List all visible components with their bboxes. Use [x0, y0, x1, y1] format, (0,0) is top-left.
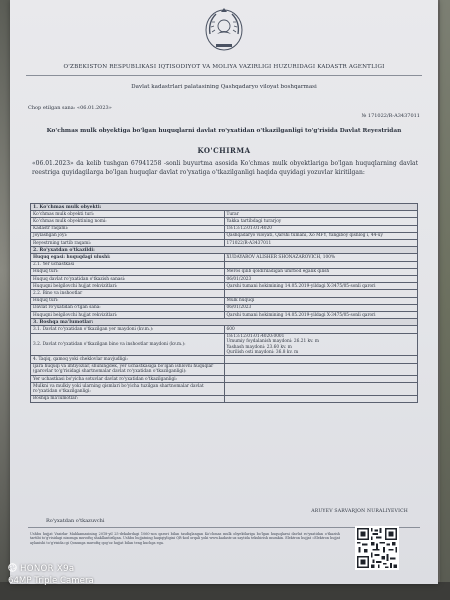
legal-footnote: Ushbu hujjat Vazirlar Mahkamasining 2018-yil 25-dekabrdagi 1060-son qarori bilan tasdiqlangan Ko'chmas mulk obyektlariga bo'lgan huquqlarni davlat ro'yxatidan o'tkazish tartibi to'g'risidagi nizomga muvofiq shakllantirilgan. Ushbu hujjatning haqiqiyligini QR-kod orqali yoki www.kadastr.uz saytida tekshirish mumkin. Elektron hujjat «Elektron hujjat aylanishi to'g'risida»gi Qonunga muvofiq qog'oz hujjat bilan teng kuchga ega. [30, 532, 340, 545]
table-row [31, 290, 418, 297]
row-label: Reyestrning tartib raqami: [31, 240, 225, 247]
row-label: Joylashgan joyi: [31, 232, 225, 239]
registry-table [30, 203, 418, 403]
row-label: Huquq turi: [31, 268, 225, 275]
row-value: XUDAYAROV ALISHER SHONAZAROVICH, 100% [224, 254, 418, 261]
row-label: Huquq egasi: huquqdagi ulushi: [31, 254, 225, 261]
row-value: Qarshi tumani hokimining 14.05.2019-yildagi X-3475/05-sonli qarori [224, 283, 418, 290]
row-label: Huquq turi: [31, 297, 225, 304]
table-row [31, 383, 418, 395]
table-row [31, 333, 418, 356]
table-row [31, 363, 418, 375]
table-row [31, 225, 418, 232]
table-row [31, 261, 418, 268]
row-value [224, 290, 418, 297]
camera-brand-text: HONOR X9a [20, 564, 75, 574]
document-heading: KO'CHIRMA [197, 146, 251, 155]
row-value: Qarshi tumani hokimining 14.05.2019-yildagi X-3475/05-sonli qarori [224, 312, 418, 319]
table-row [31, 232, 418, 239]
table-row [31, 326, 418, 333]
row-value: 18:13:12:01:01:4020:0001 Umumiy foydalanish maydoni: 26.21 kv. m Yashash maydoni: 23.60 kv. m Qurilish osti maydoni: 36.8 kv. m [224, 333, 418, 356]
organization-name: O'ZBEKISTON RESPUBLIKASI IQTISODIYOT VA MOLIYA VAZIRLIGI HUZURIDAGI KADASTR AGENTLIGI [63, 64, 385, 70]
row-value: 06/01/2023 [224, 276, 418, 283]
print-date: Chop etilgan sana: «06.01.2023» [28, 105, 112, 111]
section-heading: 1. Ko'chmas mulk obyekti: [31, 204, 418, 211]
row-label: 2.2. Bino va inshootlar [31, 290, 225, 297]
table-row [31, 218, 418, 225]
table-row [31, 312, 418, 319]
table-row [31, 376, 418, 383]
registrar-name: ARUYEV SARVARJON NURALIYEVICH [311, 509, 408, 514]
state-emblem-icon [202, 4, 246, 54]
intro-paragraph: «06.01.2023» da kelib tushgan 67941258 -sonli buyurtma asosida Ko'chmas mulk obyektlariga bo'lgan huquqlarning davlat reestriga quyidagilarga bo'lgan huquqlar davlat ro'yxatiga o'tkazilganligi haqida quyidagi yozuvlar kiritilgan: [32, 160, 418, 176]
table-row [31, 240, 418, 247]
header-divider [26, 75, 422, 76]
table-row [31, 356, 418, 363]
row-label: Huquqni belgilovchi hujjat rekvizitlari: [31, 283, 225, 290]
row-label: Boshqa ma'lumotlar: [31, 395, 225, 402]
table-row [31, 304, 418, 311]
row-value: Mulk huquqi [224, 297, 418, 304]
row-label: Ko'chmas mulk obyektining nomi: [31, 218, 225, 225]
row-value: Qashqadaryo viloyati, Qarshi tumani, Xo MFY, Yangiboy qishlog i, 44-uy [224, 232, 418, 239]
row-value: Yakka tartibdagi turarjoy [224, 218, 418, 225]
row-value [224, 376, 418, 383]
table-row [31, 297, 418, 304]
row-label: 2.1. Yer uchastkasi [31, 261, 225, 268]
document-number: № 171022/R-A3437011 [361, 113, 420, 119]
row-value [224, 363, 418, 375]
row-value: 600 [224, 326, 418, 333]
department-name: Davlat kadastrlari palatasining Qashqadaryo viloyat boshqarmasi [131, 84, 317, 90]
row-value [224, 383, 418, 395]
document-sheet [10, 0, 438, 584]
row-label: 3.2. Davlat ro'yxatidan o'tkazilgan bino va inshootlar maydoni (kv.m.): [31, 333, 225, 356]
table-row [31, 276, 418, 283]
table-row [31, 283, 418, 290]
row-value: 06/01/2023 [224, 304, 418, 311]
row-value: 171022/R-A3437011 [224, 240, 418, 247]
background-left [0, 0, 10, 600]
section-heading: 2. Ro'yxatdan o'tkazildi: [31, 247, 418, 254]
table-row [31, 211, 418, 218]
row-value [224, 395, 418, 402]
row-label: Kadastr raqami: [31, 225, 225, 232]
row-label: Ijara huquqi va imtiyozlar, shuningdek, yer uchastkasiga bo'lgan ishlovni huquqlar (garovlar to'g'risidagi shartnomalar davlat ro'yxatidan o'tkazilganligi): [31, 363, 225, 375]
row-label: Mulkni va mulkiy yoki ularning qismlari bo'yicha tuzilgan shartnomalar davlat ro'yxatidan o'tkazilganligi: [31, 383, 225, 395]
row-value: Turar [224, 211, 418, 218]
row-label: 4. Taqiq, qamoq yoki cheklovlar mavjudligi: [31, 356, 225, 363]
table-row [31, 395, 418, 402]
row-label: 3.1. Davlat ro'yxatidan o'tkazilgan yer maydoni (kv.m.): [31, 326, 225, 333]
background-right [440, 0, 450, 600]
table-row [31, 268, 418, 275]
row-value: 18:13:12:01:01:4020 [224, 225, 418, 232]
row-value: Meros qilib qoldiriladigan umrbod egalik qilish [224, 268, 418, 275]
row-label: Yer uchastkasi bo'yicha sotuvlar davlat ro'yxatidan o'tkazilganligi: [31, 376, 225, 383]
camera-watermark-spec: 64MP Triple Camera [8, 576, 94, 586]
section-heading: 3. Boshqa ma'lumotlar: [31, 319, 418, 326]
registrar-role: Ro'yxatdan o'tkazuvchi [46, 518, 105, 524]
qr-code-icon [355, 526, 399, 570]
row-value [224, 356, 418, 363]
row-label: Ko'chmas mulk obyekti turi: [31, 211, 225, 218]
row-label: Huquqni belgilovchi hujjat rekvizitlari: [31, 312, 225, 319]
row-value [224, 261, 418, 268]
table-row [31, 254, 418, 261]
row-label: Huquq davlat ro'yxatidan o'tkazish sanasi: [31, 276, 225, 283]
document-title: Ko'chmas mulk obyektiga bo'lgan huquqlarni davlat ro'yxatidan o'tkazilganligi to'g'risida Davlat Reyestridan [46, 128, 402, 134]
aperture-icon [8, 563, 17, 572]
camera-watermark-brand [8, 563, 74, 574]
row-label: Davlat ro'yxatidan o'tgan sana: [31, 304, 225, 311]
